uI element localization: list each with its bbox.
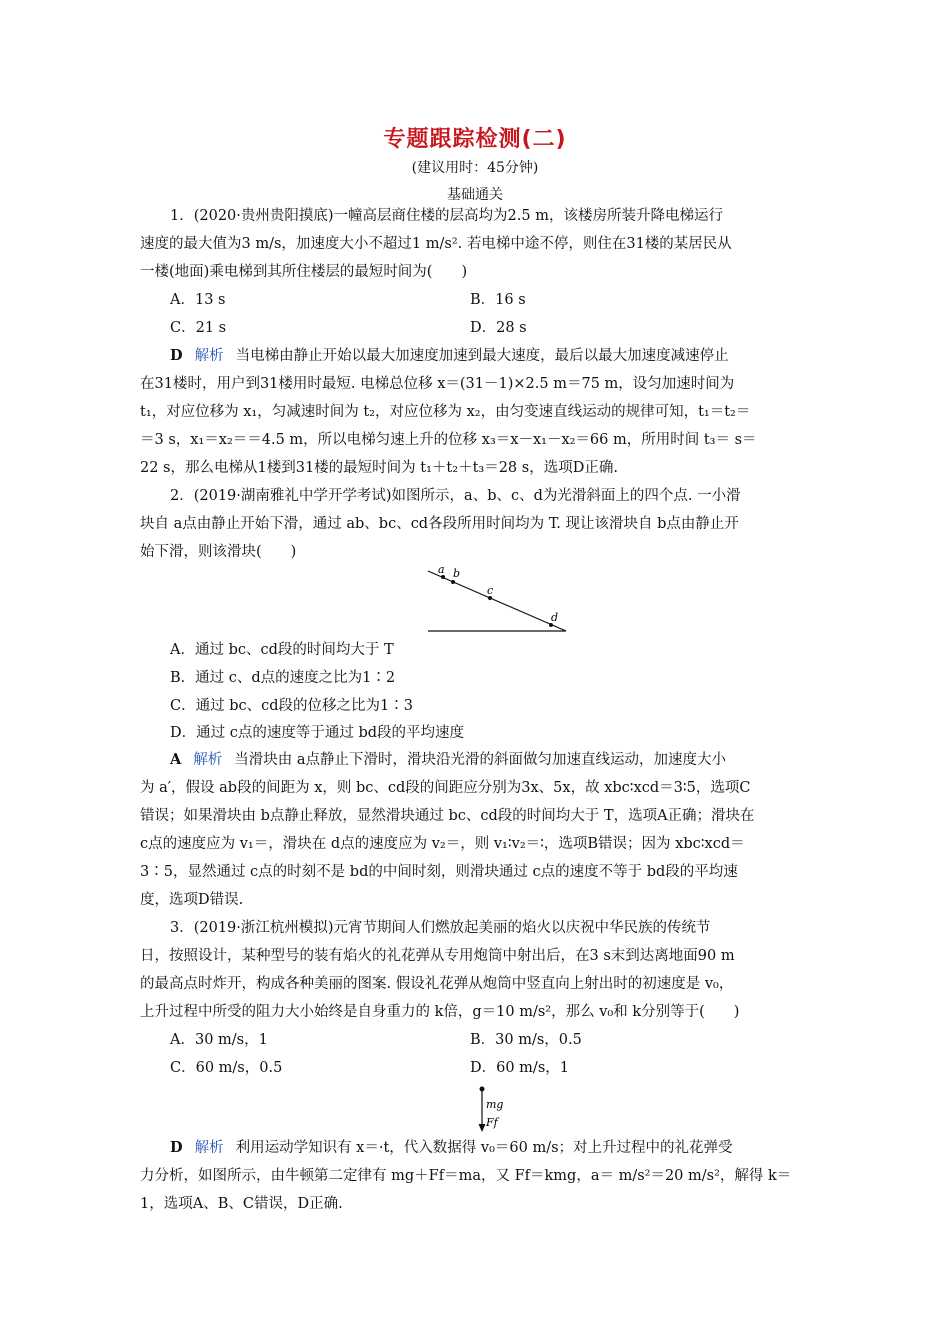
q1-analysis-text: 当电梯由静止开始以最大加速度加速到最大速度，最后以最大加速度减速停止: [235, 348, 729, 364]
point-a-label: a: [438, 563, 445, 576]
q2-analysis-line: c点的速度应为 v₁＝，滑块在 d点的速度应为 v₂＝，则 v₁∶v₂＝∶，选项B错误；因为 xbc∶xcd＝: [140, 836, 745, 852]
q3-stem-line: 3．(2019·浙江杭州模拟)元宵节期间人们燃放起美丽的焰火以庆祝中华民族的传统节: [170, 920, 711, 936]
q2-analysis-text: 当滑块由 a点静止下滑时，滑块沿光滑的斜面做匀加速直线运动，加速度大小: [234, 752, 727, 768]
q2-stem-line: 2．(2019·湖南雅礼中学开学考试)如图所示，a、b、c、d为光滑斜面上的四个点. 一小滑: [170, 488, 741, 504]
q2-option-c: C．通过 bc、cd段的位移之比为1∶3: [170, 698, 413, 714]
q3-analysis-line: [170, 1138, 842, 1158]
q2-option-b: B．通过 c、d点的速度之比为1∶2: [170, 670, 396, 686]
q3-analysis-line: 力分析，如图所示，由牛顿第二定律有 mg＋Ff＝ma，又 Ff＝kmg，a＝ m/s²＝20 m/s²，解得 k＝: [140, 1168, 792, 1184]
q3-analysis-line: 1，选项A、B、C错误，D正确.: [140, 1196, 343, 1212]
ff-label: Ff: [486, 1116, 498, 1129]
q2-analysis-line: 错误；如果滑块由 b点静止释放，显然滑块通过 bc、cd段的时间均大于 T，选项A正确；滑块在: [140, 808, 755, 824]
q1-jiexi-label: 解析: [194, 348, 224, 364]
q2-analysis-line: 度，选项D错误.: [140, 892, 244, 908]
point-d-label: d: [551, 611, 559, 624]
q3-answer: D: [170, 1139, 183, 1156]
q3-analysis-text: 利用运动学知识有 x＝·t，代入数据得 v₀＝60 m/s；对上升过程中的礼花弹受: [235, 1140, 733, 1156]
point-b-dot: [451, 580, 455, 584]
q1-stem-line: 速度的最大值为3 m/s，加速度大小不超过1 m/s². 若电梯中途不停，则住在31楼的某居民从: [140, 236, 732, 252]
q2-analysis-line: [170, 750, 842, 770]
q2-stem-line: 始下滑，则该滑块( ): [140, 544, 297, 560]
q1-stem-line: 一楼(地面)乘电梯到其所住楼层的最短时间为( ): [140, 264, 468, 280]
q3-jiexi-label: 解析: [194, 1140, 224, 1156]
q1-option-a: A．13 s: [170, 292, 226, 308]
q1-option-d: D．28 s: [470, 320, 527, 336]
q3-option-a: A．30 m/s，1: [170, 1032, 268, 1048]
force-figure: [468, 1084, 518, 1136]
q2-answer: A: [170, 751, 182, 768]
q2-option-d: D．通过 c点的速度等于通过 bd段的平均速度: [170, 725, 465, 741]
q3-option-c: C．60 m/s，0.5: [170, 1060, 283, 1076]
q1-answer: D: [170, 347, 183, 364]
incline-line: [428, 571, 566, 631]
q1-analysis-line: 22 s，那么电梯从1楼到31楼的最短时间为 t₁＋t₂＋t₃＝28 s，选项D正确.: [140, 460, 618, 476]
q1-analysis-line: [170, 346, 842, 366]
q2-analysis-line: 为 a′，假设 ab段的间距为 x，则 bc、cd段的间距应分别为3x、5x，故 xbc∶xcd＝3∶5，选项C: [140, 780, 751, 796]
q2-jiexi-label: 解析: [193, 752, 223, 768]
incline-figure: [410, 560, 580, 640]
q2-stem-line: 块自 a点由静止开始下滑，通过 ab、bc、cd各段所用时间均为 T. 现让该滑块自 b点由静止开: [140, 516, 739, 532]
q2-option-a: A．通过 bc、cd段的时间均大于 T: [170, 642, 394, 658]
point-b-label: b: [453, 567, 461, 580]
q1-option-b: B．16 s: [470, 292, 526, 308]
q1-analysis-line: ＝3 s，x₁＝x₂＝＝4.5 m，所以电梯匀速上升的位移 x₃＝x－x₁－x₂＝66 m，所用时间 t₃＝ s＝: [140, 432, 757, 448]
q1-analysis-line: t₁，对应位移为 x₁，匀减速时间为 t₂，对应位移为 x₂，由匀变速直线运动的规律可知，t₁＝t₂＝: [140, 404, 751, 420]
section-heading: 基础通关: [447, 187, 503, 203]
mg-label: mg: [486, 1098, 504, 1111]
q3-stem-line: 的最高点时炸开，构成各种美丽的图案. 假设礼花弹从炮筒中竖直向上射出时的初速度是 v₀，: [140, 976, 734, 992]
point-c-label: c: [487, 584, 494, 597]
suggested-time: (建议用时：45分钟): [411, 160, 539, 176]
q1-stem-line: 1．(2020·贵州贵阳摸底)一幢高层商住楼的层高均为2.5 m，该楼房所装升降电梯运行: [170, 208, 723, 224]
force-arrow-head: [479, 1124, 486, 1132]
q2-analysis-line: 3∶5，显然通过 c点的时刻不是 bd的中间时刻，则滑块通过 c点的速度不等于 bd段的平均速: [140, 864, 738, 880]
q1-analysis-line: 在31楼时，用户到31楼用时最短. 电梯总位移 x＝(31－1)×2.5 m＝75 m，设匀加速时间为: [140, 376, 735, 392]
q3-stem-line: 上升过程中所受的阻力大小始终是自身重力的 k倍，g＝10 m/s²，那么 v₀和 k分别等于( ): [140, 1004, 740, 1020]
q3-option-b: B．30 m/s，0.5: [470, 1032, 582, 1048]
q1-option-c: C．21 s: [170, 320, 227, 336]
q3-stem-line: 日，按照设计，某种型号的装有焰火的礼花弹从专用炮筒中射出后，在3 s末到达离地面90 m: [140, 948, 735, 964]
q3-option-d: D．60 m/s，1: [470, 1060, 569, 1076]
page-title: 专题跟踪检测(二): [383, 127, 567, 152]
